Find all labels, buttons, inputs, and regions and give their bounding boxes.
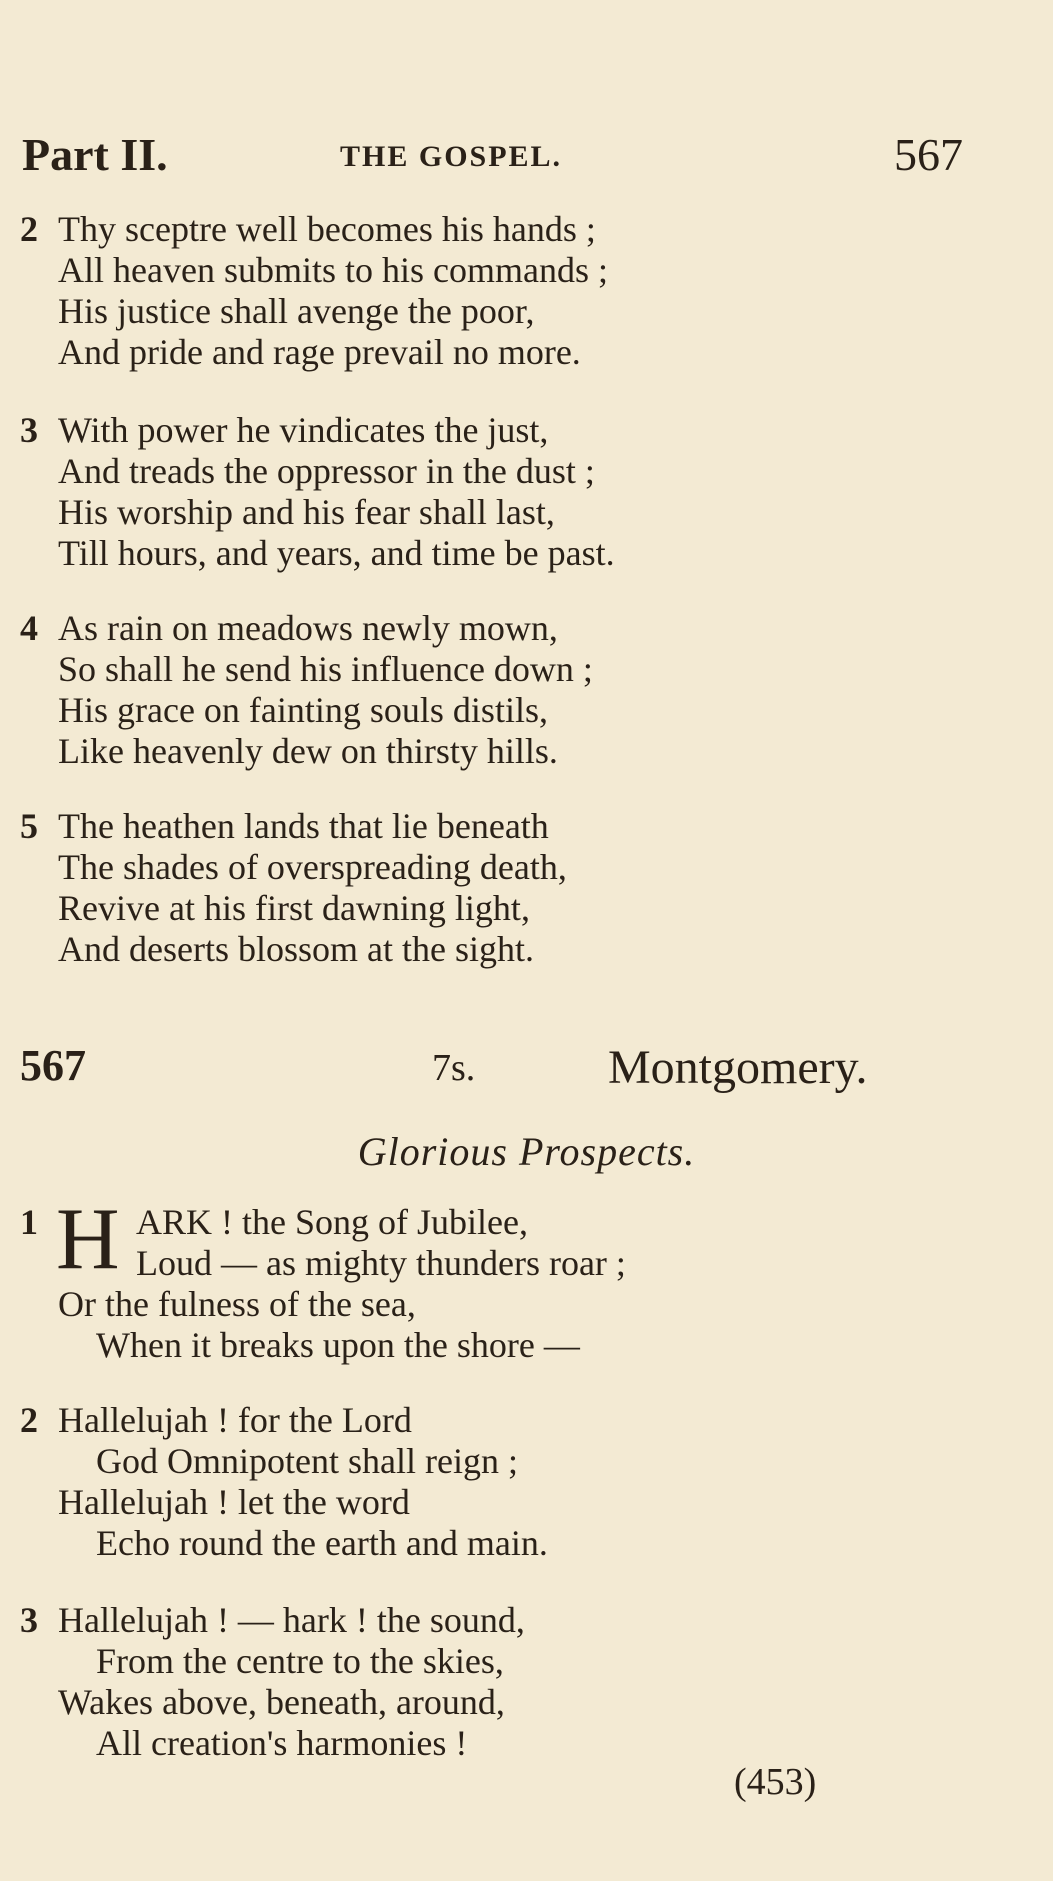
verse-text: Hallelujah ! for the Lord	[58, 1400, 412, 1440]
verse-number: 3	[20, 410, 38, 450]
hymn-author: Montgomery.	[608, 1041, 868, 1094]
verse-text: His justice shall avenge the poor,	[58, 291, 535, 331]
hymn-heading	[20, 1040, 1013, 1100]
verse-text: From the centre to the skies,	[96, 1641, 504, 1681]
verse-number: 5	[20, 806, 38, 846]
verse-text: His grace on fainting souls distils,	[58, 690, 548, 730]
verse-number: 4	[20, 608, 38, 648]
verse-text: God Omnipotent shall reign ;	[96, 1441, 518, 1481]
verse-text: And deserts blossom at the sight.	[58, 929, 534, 969]
verse-text: ARK ! the Song of Jubilee,	[136, 1202, 528, 1242]
verse-text: Hallelujah ! — hark ! the sound,	[58, 1600, 525, 1640]
verse-text: When it breaks upon the shore —	[96, 1325, 580, 1365]
verse-text: So shall he send his influence down ;	[58, 649, 593, 689]
verse-text: All heaven submits to his commands ;	[58, 250, 608, 290]
verse-text: Revive at his first dawning light,	[58, 888, 530, 928]
verse-text: All creation's harmonies !	[96, 1723, 468, 1763]
verse-text: The heathen lands that lie beneath	[58, 806, 549, 846]
running-header	[22, 128, 1013, 178]
hymn-title: Glorious Prospects.	[357, 1129, 696, 1174]
verse-text: And pride and rage prevail no more.	[58, 332, 581, 372]
verse-text: Loud — as mighty thunders roar ;	[136, 1243, 626, 1283]
verse-text: The shades of overspreading death,	[58, 847, 567, 887]
verse-number: 3	[20, 1600, 38, 1640]
verse-text: Wakes above, beneath, around,	[58, 1682, 505, 1722]
verse-text: And treads the oppressor in the dust ;	[58, 451, 595, 491]
verse-text: Or the fulness of the sea,	[58, 1284, 416, 1324]
verse-text: Echo round the earth and main.	[96, 1523, 548, 1563]
page-number: (453)	[734, 1761, 817, 1803]
verse-number: 2	[20, 209, 38, 249]
verse-text: Hallelujah ! let the word	[58, 1482, 410, 1522]
verse-number: 1	[20, 1202, 38, 1242]
verse-text: Till hours, and years, and time be past.	[58, 533, 615, 573]
part-label: Part II.	[22, 129, 168, 180]
verse-text: Like heavenly dew on thirsty hills.	[58, 731, 558, 771]
verse-text: His worship and his fear shall last,	[58, 492, 555, 532]
hymn-meter: 7s.	[432, 1047, 476, 1089]
hymn-number: 567	[20, 1041, 86, 1090]
section-title: THE GOSPEL.	[340, 140, 563, 173]
verse-number: 2	[20, 1400, 38, 1440]
verse-text: With power he vindicates the just,	[58, 410, 549, 450]
header-hymn-number: 567	[894, 129, 963, 180]
verse-text: As rain on meadows newly mown,	[58, 608, 558, 648]
verse-text: Thy sceptre well becomes his hands ;	[58, 209, 596, 249]
drop-cap: H	[56, 1191, 120, 1288]
